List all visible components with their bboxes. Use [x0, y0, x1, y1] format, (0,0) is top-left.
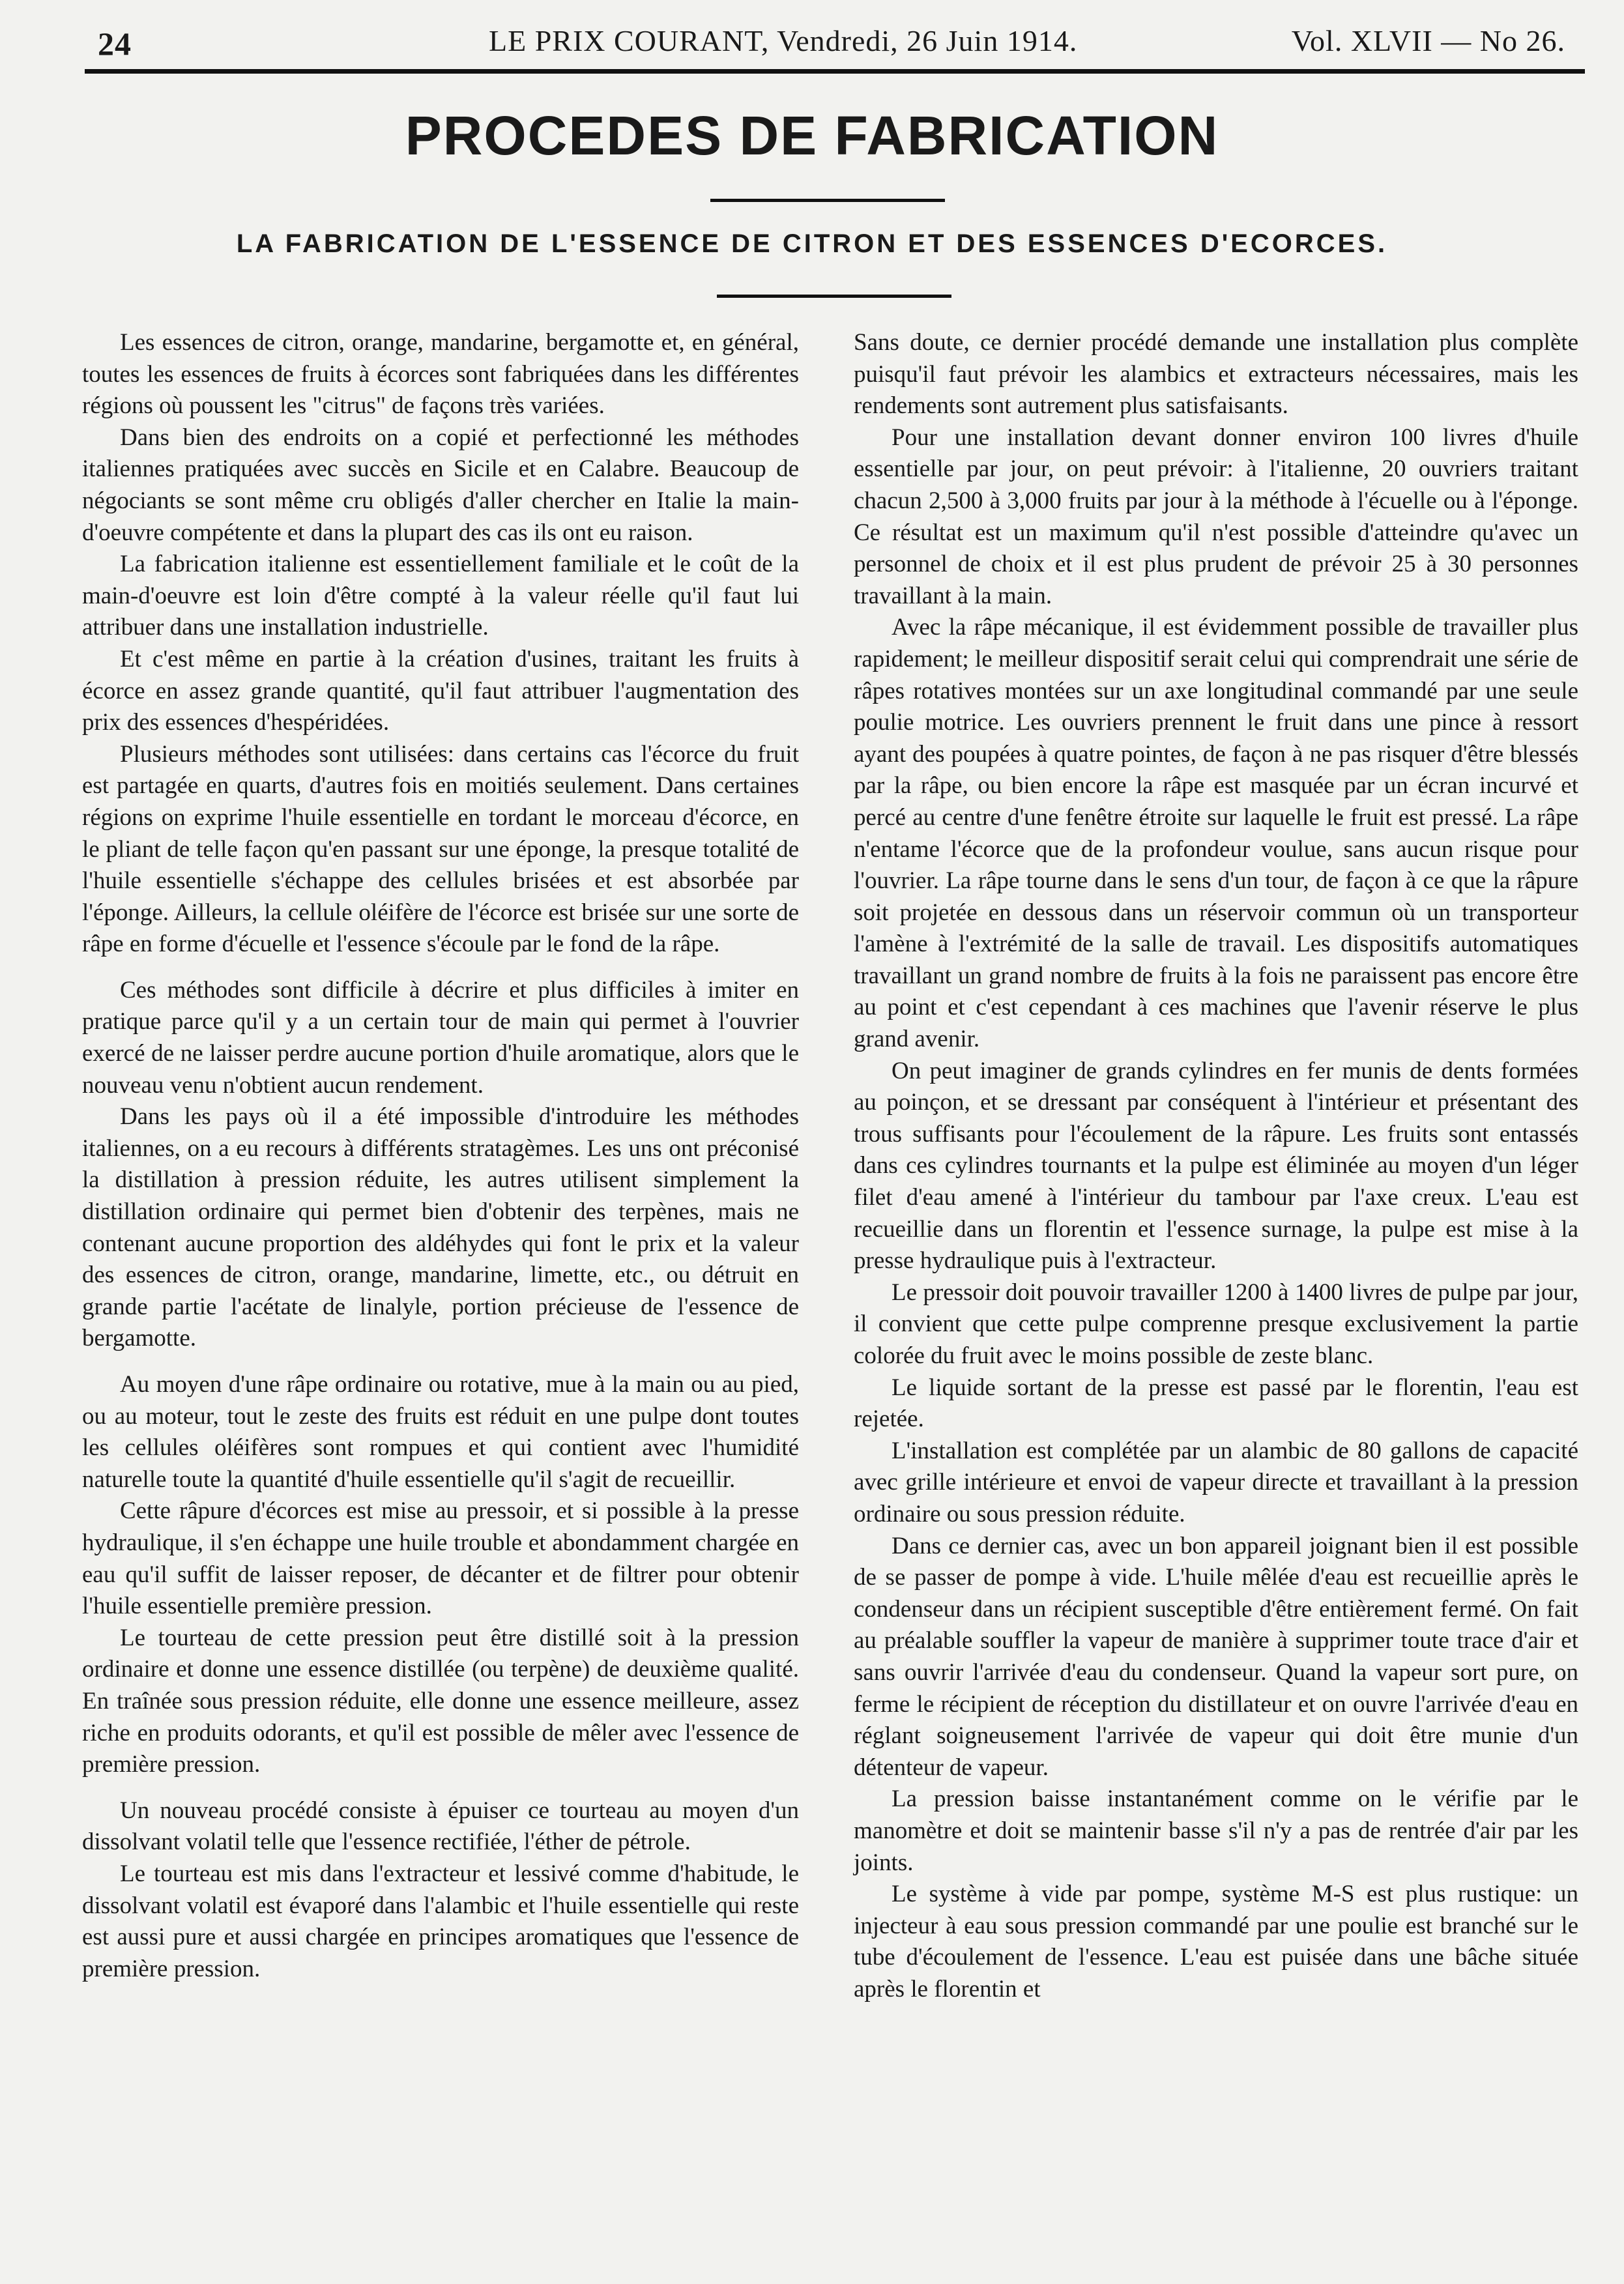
paragraph: Le système à vide par pompe, système M-S est plus rustique: un injecteur à eau sous pression commandé par une poulie est branché sur le tube d'écoulement de l'essence. L'eau est puisée dans une bâche située après le florentin et [854, 1881, 1578, 2002]
paragraph: L'installation est complétée par un alambic de 80 gallons de capacité avec grille intérieure et envoi de vapeur directe et travaillant à la pression ordinaire ou sous pression réduite. [854, 1437, 1578, 1527]
paragraph: Dans bien des endroits on a copié et perfectionné les méthodes italiennes pratiquées avec succès en Sicile et en Calabre. Beaucoup de négociants se sont même cru obligés d'aller chercher en Italie la main-d'oeuvre compétente et dans la plupart des cas ils ont eu raison. [82, 424, 799, 546]
header-rule [85, 69, 1585, 74]
article-title: LA FABRICATION DE L'ESSENCE DE CITRON ET DES ESSENCES D'ECORCES. [236, 229, 1388, 258]
paragraph: Le pressoir doit pouvoir travailler 1200 à 1400 livres de pulpe par jour, il convient que cette pulpe comprenne presque exclusivement la partie colorée du fruit avec le moins possible de zeste blanc. [854, 1279, 1578, 1369]
paragraph: La fabrication italienne est essentiellement familiale et le coût de la main-d'oeuvre est loin d'être compté à la valeur réelle qu'il faut lui attribuer dans une installation industrielle. [82, 551, 799, 641]
left-column [82, 327, 799, 1985]
paragraph: On peut imaginer de grands cylindres en fer munis de dents formées au poinçon, et se dressant par conséquent à l'intérieur et présentant des trous suffisants pour l'écoulement de la râpure. Les fruits sont entassés dans ces cylindres tournants et la pulpe est éliminée au moyen d'un léger filet d'eau amené à l'intérieur du tambour par l'axe creux. L'eau est recueillie dans un florentin et l'essence surnage, la pulpe est mise à la presse hydraulique puis à l'extracteur. [854, 1057, 1578, 1275]
paragraph: Au moyen d'une râpe ordinaire ou rotative, mue à la main ou au pied, ou au moteur, tout le zeste des fruits est réduit en une pulpe dont toutes les cellules oléifères sont rompues et qui contient avec l'humidité naturelle toute la quantité d'huile essentielle qu'il s'agit de recueillir. [82, 1371, 799, 1493]
running-header [98, 18, 1565, 70]
title-divider-top [710, 199, 945, 202]
page-number: 24 [98, 25, 132, 62]
paragraph: Avec la râpe mécanique, il est évidemment possible de travailler plus rapidement; le meilleur dispositif serait celui qui comprendrait une série de râpes rotatives montées sur un axe longitudinal commandé par une seule poulie motrice. Les ouvriers prennent le fruit dans une pince à ressort ayant des poupées à quatre pointes, de façon à ne pas risquer d'être blessés par la râpe, ou bien encore la râpe est masquée par un écran incurvé et percé au centre d'une fenêtre étroite sur laquelle le fruit est pressé. La râpe n'entame l'écorce que de la profondeur voulue, sans aucun risque pour l'ouvrier. La râpe tourne dans le sens d'un tour, de façon à ce que la râpure soit projetée en dessous dans un réservoir commun où un transporteur l'amène à l'extrémité de la salle de travail. Les dispositifs automatiques travaillant un grand nombre de fruits à la fois ne paraissent pas encore être au point et c'est cependant à ces machines que l'avenir réserve le plus grand avenir. [854, 614, 1578, 1053]
right-column [854, 327, 1578, 2005]
paragraph: Plusieurs méthodes sont utilisées: dans certains cas l'écorce du fruit est partagée en quarts, d'autres fois en moitiés seulement. Dans certaines régions on exprime l'huile essentielle en tordant le morceau d'écorce, en le pliant de telle façon qu'en passant sur une éponge, la presque totalité de l'huile essentielle s'échappe des cellules brisées et est absorbée par l'éponge. Ailleurs, la cellule oléifère de l'écorce est brisée sur une sorte de râpe en forme d'écuelle et l'essence s'écoule par le fond de la râpe. [82, 740, 799, 958]
journal-name-date: LE PRIX COURANT, Vendredi, 26 Juin 1914. [489, 24, 1078, 57]
paragraph: Un nouveau procédé consiste à épuiser ce tourteau au moyen d'un dissolvant volatil telle que l'essence rectifiée, l'éther de pétrole. [82, 1797, 799, 1856]
paragraph: Le tourteau de cette pression peut être distillé soit à la pression ordinaire et donne une essence distillée (ou terpène) de deuxième qualité. En traînée sous pression réduite, elle donne une essence meilleure, assez riche en produits odorants, et qu'il est possible de mêler avec l'essence de première pression. [82, 1624, 799, 1778]
paragraph: Sans doute, ce dernier procédé demande une installation plus complète puisqu'il faut prévoir les alambics et extracteurs nécessaires, mais les rendements sont autrement plus satisfaisants. [854, 329, 1578, 420]
section-title: PROCEDES DE FABRICATION [405, 105, 1219, 166]
paragraph: La pression baisse instantanément comme on le vérifie par le manomètre et doit se maintenir basse s'il n'y a pas de rentrée d'air par les joints. [854, 1785, 1578, 1876]
paragraph: Ces méthodes sont difficile à décrire et plus difficiles à imiter en pratique parce qu'il y a un certain tour de main qui permet à l'ouvrier exercé de ne laisser perdre aucune portion d'huile aromatique, alors que le nouveau venu n'obtient aucun rendement. [82, 976, 799, 1099]
paragraph: Le tourteau est mis dans l'extracteur et lessivé comme d'habitude, le dissolvant volatil est évaporé dans l'alambic et l'huile essentielle qui reste est aussi pure et aussi chargée en principes aromatiques que l'essence de première pression. [82, 1860, 799, 1982]
volume-number: Vol. XLVII — No 26. [1291, 24, 1565, 57]
paragraph: Le liquide sortant de la presse est passé par le florentin, l'eau est rejetée. [854, 1374, 1578, 1433]
paragraph: Pour une installation devant donner environ 100 livres d'huile essentielle par jour, on peut prévoir: à l'italienne, 20 ouvriers traitant chacun 2,500 à 3,000 fruits par jour à la méthode à l'écuelle ou à l'éponge. Ce résultat est un maximum qu'il n'est possible d'atteindre qu'avec un personnel de choix et il est plus prudent de prévoir 25 à 30 personnes travaillant à la main. [854, 424, 1578, 609]
paragraph: Les essences de citron, orange, mandarine, bergamotte et, en général, toutes les essences de fruits à écorces sont fabriquées dans les différentes régions où poussent les "citrus" de façons très variées. [82, 329, 799, 420]
paragraph: Dans les pays où il a été impossible d'introduire les méthodes italiennes, on a eu recours à différents stratagèmes. Les uns ont préconisé la distillation à pression réduite, les autres utilisent simplement la distillation ordinaire qui permet bien d'obtenir des terpènes, mais ne contenant aucune proportion des aldéhydes qui font le prix et la valeur des essences de citron, orange, mandarine, limette, etc., ou détruit en grande partie l'acétate de linalyle, portion précieuse de l'essence de bergamotte. [82, 1103, 799, 1352]
title-divider-bottom [717, 295, 951, 298]
paragraph: Et c'est même en partie à la création d'usines, traitant les fruits à écorce en assez grande quantité, qu'il faut attribuer l'augmentation des prix des essences d'hespéridées. [82, 645, 799, 736]
paragraph: Dans ce dernier cas, avec un bon appareil joignant bien il est possible de se passer de pompe à vide. L'huile mêlée d'eau est recueillie après le condenseur dans un récipient susceptible d'être entièrement fermé. On fait au préalable souffler la vapeur de manière à supprimer toute trace d'air et sans ouvrir l'arrivée d'eau du condenseur. Quand la vapeur sort pure, on ferme le récipient de réception du distillateur et on ouvre l'arrivée d'eau en réglant soigneusement l'arrivée de vapeur qui doit être munie d'un détenteur de vapeur. [854, 1532, 1578, 1781]
paragraph: Cette râpure d'écorces est mise au pressoir, et si possible à la presse hydraulique, il s'en échappe une huile trouble et abondamment chargée en eau qu'il suffit de laisser reposer, de décanter et de filtrer pour obtenir l'huile essentielle première pression. [82, 1497, 799, 1620]
